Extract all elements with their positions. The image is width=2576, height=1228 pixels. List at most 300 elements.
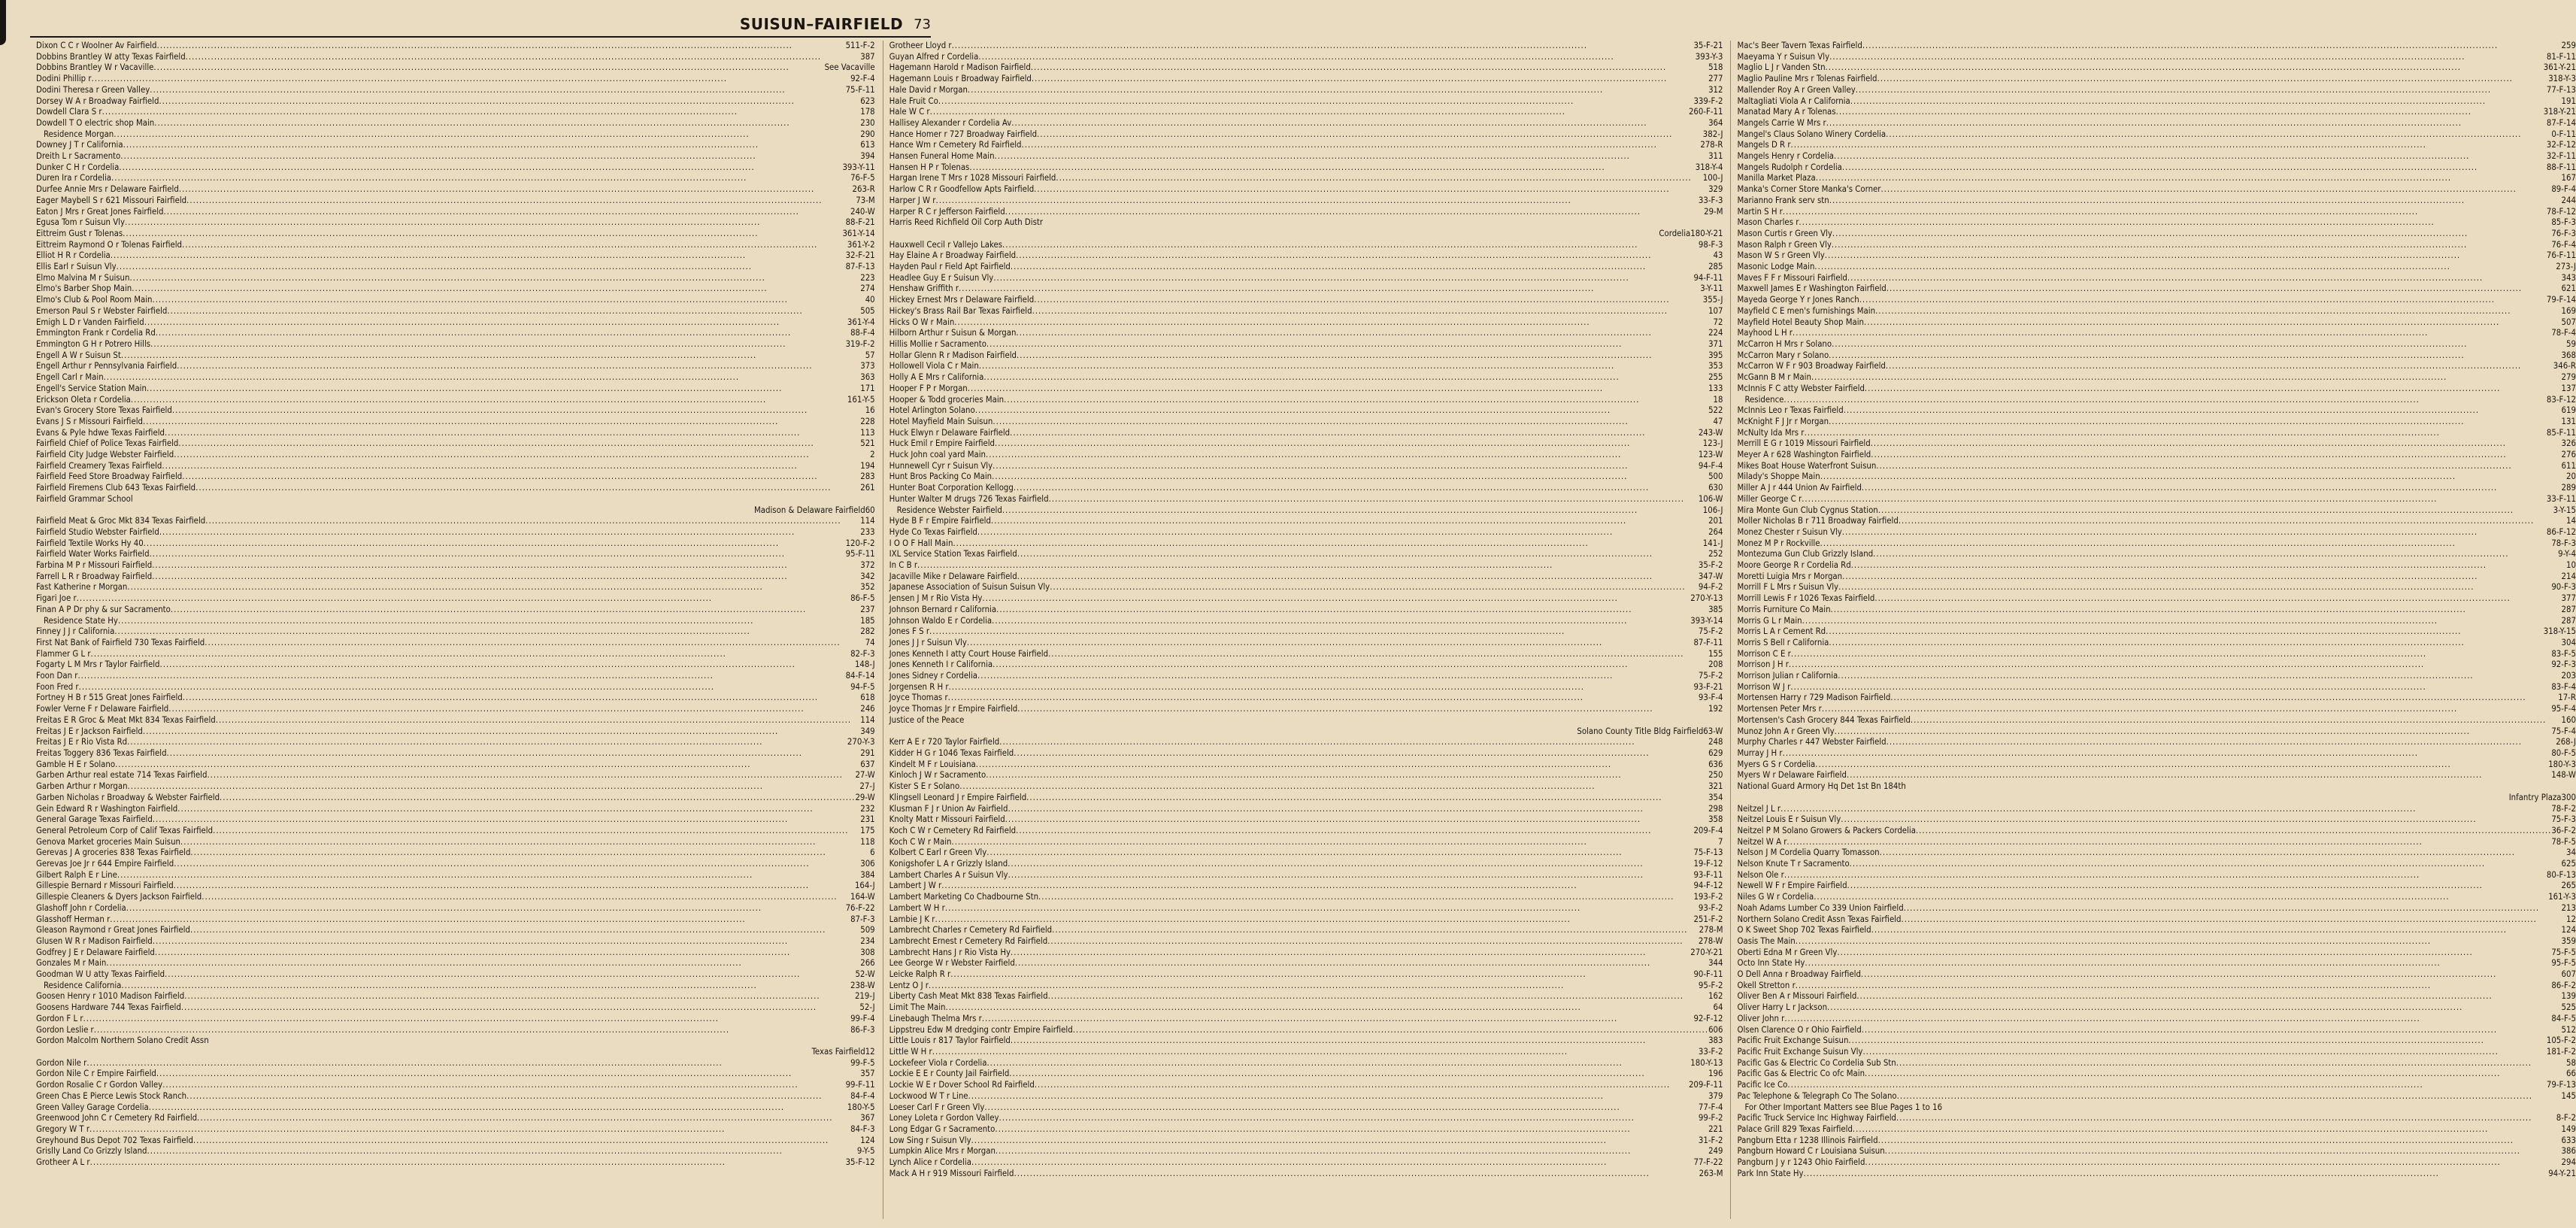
listing-number: 77-F-4: [1698, 1102, 1723, 1112]
listing-number: 72: [1713, 317, 1723, 327]
listing-name: Fairfield City Judge Webster Fairfield: [36, 450, 174, 460]
leader-dots: [1048, 649, 1708, 660]
listing-name: Foon Dan r: [36, 671, 78, 681]
listing-number: 80-F-5: [2551, 748, 2576, 758]
listing-name: Engell Carl r Main: [36, 372, 104, 383]
listing-name: Manilla Market Plaza: [1737, 173, 1816, 183]
listing-entry: [889, 1047, 1723, 1058]
listing-entry: [36, 140, 875, 151]
leader-dots: [992, 471, 1708, 483]
leader-dots: [1850, 859, 2562, 870]
leader-dots: [952, 41, 1694, 52]
listing-name: Fogarty L M Mrs r Taylor Fairfield: [36, 659, 160, 670]
listing-entry: [1737, 207, 2575, 218]
listing-name: Engell's Service Station Main: [36, 383, 147, 393]
listing-name: Hillis Mollie r Sacramento: [889, 338, 986, 349]
listing-entry: [889, 925, 1723, 936]
listing-entry: [36, 626, 875, 638]
listing-name: Lockie W E r Dover School Rd Fairfield: [889, 1080, 1035, 1090]
leader-dots: [1861, 969, 2562, 981]
listing-number: 209-F-4: [1693, 825, 1723, 835]
listing-number: 394: [860, 151, 875, 162]
leader-dots: [930, 107, 1689, 118]
page-binding-edge: [0, 0, 6, 45]
listing-entry: [1737, 151, 2575, 162]
listing-name: Gein Edward R r Washington Fairfield: [36, 803, 178, 814]
listing-entry: [36, 659, 875, 671]
leader-dots: [1022, 140, 1701, 151]
listing-name: Mason Ralph r Green Vly: [1737, 239, 1832, 250]
listing-entry: [889, 1124, 1723, 1136]
listing-number: 359: [2561, 935, 2576, 946]
leader-dots: [144, 317, 847, 329]
listing-number: 84-F-14: [845, 671, 875, 681]
listing-entry: [889, 870, 1723, 881]
leader-dots: [125, 217, 846, 229]
listing-entry: [36, 173, 875, 184]
listing-entry: [1737, 438, 2575, 450]
leader-dots: [205, 638, 865, 649]
leader-dots: [205, 516, 860, 527]
listing-number: 98-F-3: [1698, 239, 1723, 250]
listing-name: Lambrecht Ernest r Cemetery Rd Fairfield: [889, 935, 1048, 946]
listing-number: 82-F-3: [850, 648, 875, 659]
listing-entry: [1737, 936, 2575, 948]
listing-entry: [889, 74, 1723, 85]
listing-number: 36-F-2: [2551, 825, 2576, 835]
leader-dots: [1826, 62, 2544, 74]
listing-number: 277: [1708, 74, 1723, 84]
listing-entry: [36, 1058, 875, 1069]
listing-entry: [1737, 1136, 2575, 1147]
listing-name: Lockefeer Viola r Cordelia: [889, 1057, 987, 1068]
leader-dots: [1847, 881, 2562, 892]
listing-entry: [36, 770, 875, 781]
leader-dots: [1048, 991, 1709, 1002]
listing-name: Flammer G L r: [36, 648, 91, 659]
listing-name: Maxwell James E r Washington Fairfield: [1737, 284, 1887, 294]
listing-number: 312: [1708, 84, 1723, 95]
listing-entry: [36, 737, 875, 748]
listing-entry: [1737, 494, 2575, 505]
listing-number: 92-F-12: [1693, 1013, 1723, 1023]
leader-dots: [102, 107, 861, 118]
listing-entry: [889, 295, 1723, 306]
listing-number: 99-F-11: [845, 1080, 875, 1090]
leader-dots: [1886, 361, 2553, 372]
listing-entry: [1737, 1080, 2575, 1091]
leader-dots: [945, 1002, 1713, 1014]
listing-number: 3-Y-15: [2553, 505, 2576, 515]
listing-name: Klusman F J r Union Av Fairfield: [889, 803, 1008, 814]
listing-entry: [36, 958, 875, 969]
leader-dots: [1862, 41, 2562, 52]
listing-entry: [889, 1069, 1723, 1080]
listing-entry: [889, 107, 1723, 118]
listing-entry: [36, 229, 875, 240]
listing-entry: [36, 250, 875, 262]
listing-entry: [36, 428, 875, 439]
leader-dots: [147, 1146, 856, 1157]
listing-name: Duren Ira r Cordelia: [36, 173, 112, 183]
listing-name: Glasshoff Herman r: [36, 914, 111, 924]
listing-name: Little W H r: [889, 1046, 932, 1057]
leader-dots: [159, 96, 860, 108]
listing-number: 344: [1708, 958, 1723, 969]
listing-entry: [889, 737, 1723, 748]
listing-entry: [889, 781, 1723, 793]
listing-name: Okell Stretton r: [1737, 980, 1796, 990]
listing-entry: [889, 41, 1723, 52]
listing-number: 386: [2561, 1146, 2576, 1157]
listing-number: 75-F-2: [1698, 626, 1723, 637]
listing-entry: [36, 372, 875, 384]
listing-number: 9-Y-5: [856, 1146, 875, 1157]
listing-entry: [36, 162, 875, 174]
listing-number: 521: [860, 438, 875, 449]
listing-name: Gonzales M r Main: [36, 958, 107, 969]
leader-dots: [207, 770, 855, 781]
listing-entry: [1737, 1014, 2575, 1025]
listing-number: 354: [1708, 792, 1723, 802]
listing-number: 94-F-2: [1698, 582, 1723, 593]
leader-dots: [1897, 1091, 2562, 1102]
listing-name: McInnis Leo r Texas Fairfield: [1737, 405, 1844, 416]
listing-entry: [1737, 1124, 2575, 1136]
listing-entry: [36, 450, 875, 461]
listing-name: Farrell L R r Broadway Fairfield: [36, 571, 153, 581]
listing-entry: [1737, 229, 2575, 240]
listing-name: Pacific Ice Co: [1737, 1080, 1788, 1090]
listing-name: O K Sweet Shop 702 Texas Fairfield: [1737, 925, 1871, 935]
leader-dots: [971, 1136, 1699, 1147]
listing-name: Harper J W r: [889, 195, 936, 205]
listing-name: Morrison C E r: [1737, 648, 1791, 659]
listing-entry: [889, 549, 1723, 560]
listing-number: 114: [860, 516, 875, 526]
leader-dots: [165, 428, 860, 439]
listing-number: 361-Y-2: [847, 239, 875, 250]
listing-entry: [1737, 715, 2575, 726]
listing-entry: [36, 593, 875, 605]
leader-dots: [1796, 936, 2562, 948]
listing-number: 364: [1708, 117, 1723, 128]
listing-name: Joyce Thomas r: [889, 693, 948, 703]
leader-dots: [94, 1025, 850, 1036]
listing-name: Elmo Malvina M r Suisun: [36, 272, 130, 283]
listing-number: 90-F-3: [2551, 582, 2576, 593]
listing-number: 79-F-14: [2546, 295, 2576, 305]
listing-name: Marianno Frank serv stn: [1737, 195, 1829, 205]
listing-entry: [1737, 870, 2575, 881]
listing-name: Mangels Carrie W Mrs r: [1737, 117, 1826, 128]
listing-number: 373: [860, 361, 875, 371]
listing-name: Miller A J r 444 Union Av Fairfield: [1737, 483, 1862, 493]
listing-name: Emerson Paul S r Webster Fairfield: [36, 305, 168, 316]
listing-name: Gordon Nile r: [36, 1057, 87, 1068]
leader-dots: [182, 471, 860, 483]
listing-entry: [36, 538, 875, 550]
listing-name: Emmington Frank r Cordelia Rd: [36, 328, 156, 338]
listing-number: 3-Y-11: [1700, 284, 1723, 294]
leader-dots: [995, 151, 1709, 162]
listing-entry: [889, 229, 1723, 240]
leader-dots: [168, 704, 860, 715]
listing-name: Garben Arthur r Morgan: [36, 781, 128, 792]
leader-dots: [995, 438, 1703, 450]
listing-entry: [1737, 626, 2575, 638]
listing-name: Jones Kenneth I r California: [889, 659, 993, 670]
leader-dots: [128, 781, 860, 793]
listing-name: Texas Fairfield: [811, 1046, 865, 1057]
listing-number: 93-F-2: [1698, 902, 1723, 913]
leader-dots: [993, 659, 1708, 671]
listing-entry: [36, 1157, 875, 1169]
listing-number: 94-F-11: [1693, 272, 1723, 283]
listing-entry: [36, 273, 875, 284]
leader-dots: [1887, 284, 2562, 295]
leader-dots: [1829, 52, 2547, 63]
listing-number: 249: [1708, 1146, 1723, 1157]
listing-entry: [889, 350, 1723, 362]
leader-dots: [1793, 328, 2551, 339]
listing-name: Mason Curtis r Green Vly: [1737, 228, 1832, 238]
listing-name: Garben Arthur real estate 714 Texas Fairfield: [36, 770, 208, 781]
leader-dots: [1851, 560, 2566, 572]
leader-dots: [1847, 273, 2562, 284]
leader-dots: [186, 52, 861, 63]
listing-name: Evans J S r Missouri Fairfield: [36, 416, 143, 426]
leader-dots: [1026, 793, 1708, 804]
leader-dots: [1842, 572, 2561, 583]
listing-name: Mason W S r Green Vly: [1737, 250, 1825, 261]
listing-number: 86-F-2: [2551, 980, 2576, 990]
listing-name: Hicks O W r Main: [889, 317, 955, 327]
listing-entry: [1737, 196, 2575, 207]
listing-name: Limit The Main: [889, 1002, 946, 1013]
leader-dots: [1856, 85, 2547, 96]
listing-entry: [1737, 1035, 2575, 1047]
leader-dots: [968, 85, 1708, 96]
listing-number: 629: [1708, 748, 1723, 758]
listing-number: 76-F-11: [2546, 250, 2576, 261]
listing-name: Lambert Charles A r Suisun Vly: [889, 869, 1008, 880]
leader-dots: [993, 461, 1699, 472]
listing-name: Hansen H P r Tolenas: [889, 162, 970, 172]
listing-number: 393-Y-3: [1695, 51, 1723, 62]
listing-number: 124: [860, 1135, 875, 1145]
listing-entry: [36, 483, 875, 494]
listing-entry: [1737, 118, 2575, 129]
listing-entry: [889, 428, 1723, 439]
listing-number: 318-Y-21: [2543, 107, 2576, 117]
listing-number: 621: [2561, 284, 2576, 294]
listing-name: Green Chas E Pierce Lewis Stock Ranch: [36, 1090, 187, 1101]
leader-dots: [149, 1102, 847, 1114]
listing-number: 32-F-21: [845, 250, 875, 261]
leader-dots: [179, 184, 853, 196]
leader-dots: [89, 1124, 850, 1136]
listing-entry: [1737, 671, 2575, 682]
listing-entry: [1737, 250, 2575, 262]
listing-number: 270-Y-21: [1690, 947, 1723, 957]
listing-entry: [889, 395, 1723, 406]
listing-number: 243-W: [1698, 427, 1723, 438]
listing-number: 339-F-2: [1693, 96, 1723, 106]
leader-dots: [193, 1136, 860, 1147]
leader-dots: [115, 760, 860, 771]
listing-name: Octo Inn State Hy: [1737, 958, 1805, 969]
leader-dots: [77, 593, 850, 605]
listing-entry: [1737, 107, 2575, 118]
listing-number: 75-F-11: [845, 84, 875, 95]
leader-dots: [999, 1113, 1698, 1124]
listing-number: 395: [1708, 350, 1723, 360]
listing-name: Glusen W R r Madison Fairfield: [36, 935, 153, 946]
listing-number: 88-F-21: [845, 217, 875, 228]
listing-entry: [889, 273, 1723, 284]
listing-entry: [889, 207, 1723, 218]
listing-entry: [1737, 140, 2575, 151]
listing-name: Gordon Leslie r: [36, 1024, 94, 1035]
leader-dots: [131, 395, 847, 406]
listing-name: Pangburn Howard C r Louisiana Suisun: [1737, 1146, 1885, 1157]
listing-entry: [36, 1124, 875, 1136]
listing-name: Evans & Pyle hdwe Texas Fairfield: [36, 427, 165, 438]
listing-name: Gordon Malcolm Northern Solano Credit Assn: [36, 1035, 209, 1046]
leader-dots: [127, 582, 860, 593]
listing-name: Hagemann Louis r Broadway Fairfield: [889, 74, 1032, 84]
listing-entry: [36, 151, 875, 162]
listing-number: 52-J: [859, 1002, 875, 1013]
leader-dots: [941, 881, 1693, 892]
listing-entry: [889, 847, 1723, 859]
listing-number: 84-F-4: [850, 1090, 875, 1101]
listing-name: Oliver John r: [1737, 1013, 1785, 1023]
listing-name: First Nat Bank of Fairfield 730 Texas Fairfield: [36, 637, 205, 647]
listing-name: Erickson Oleta r Cordelia: [36, 394, 131, 405]
leader-dots: [1836, 107, 2544, 118]
leader-dots: [1871, 438, 2562, 450]
leader-dots: [152, 572, 860, 583]
listing-number: 264: [1708, 526, 1723, 537]
listing-entry: [36, 572, 875, 583]
listing-number: 346-R: [2553, 361, 2576, 371]
leader-dots: [1832, 339, 2566, 350]
listing-entry: [1737, 240, 2575, 251]
listing-name: Elliot H R r Cordelia: [36, 250, 111, 261]
listing-name: Jones Kenneth I atty Court House Fairfield: [889, 648, 1049, 659]
leader-dots: [982, 593, 1690, 605]
listing-name: Mac's Beer Tavern Texas Fairfield: [1737, 41, 1862, 50]
leader-dots: [157, 41, 846, 52]
listing-entry: [1737, 549, 2575, 560]
listing-number: 352: [860, 582, 875, 593]
leader-dots: [118, 616, 860, 627]
leader-dots: [977, 527, 1708, 538]
listing-number: 283: [860, 471, 875, 482]
listing-number: 291: [860, 748, 875, 758]
listing-number: 87-F-13: [845, 262, 875, 272]
listing-entry: [889, 151, 1723, 162]
leader-dots: [976, 760, 1708, 771]
listing-number: 43: [1713, 250, 1723, 261]
listing-entry: [889, 572, 1723, 583]
listing-name: Figari Joe r: [36, 593, 77, 604]
leader-dots: [1015, 958, 1708, 969]
listing-number: 276: [2561, 450, 2576, 460]
listing-name: Pacific Truck Service Inc Highway Fairfield: [1737, 1113, 1896, 1123]
listing-name: Lambert J W r: [889, 881, 942, 891]
listing-name: Fast Katherine r Morgan: [36, 582, 128, 593]
listing-number: 63-W: [1703, 726, 1723, 736]
listing-entry: [889, 527, 1723, 538]
leader-dots: [1017, 704, 1708, 715]
listing-name: Hollar Glenn R r Madison Fairfield: [889, 350, 1017, 360]
listing-name: Godfrey J E r Delaware Fairfield: [36, 947, 155, 957]
listing-name: National Guard Armory Hq Det 1st Bn 184th: [1737, 781, 1906, 792]
listing-entry: [1737, 339, 2575, 350]
listing-entry: [36, 384, 875, 395]
listing-entry: [1737, 74, 2575, 85]
leader-dots: [178, 438, 860, 450]
leader-dots: [91, 649, 851, 660]
listing-entry: [1737, 1113, 2575, 1124]
listing-number: 75-F-2: [1698, 671, 1723, 681]
listing-name: Lambert Marketing Co Chadbourne Stn: [889, 892, 1039, 902]
listing-name: Garben Nicholas r Broadway & Webster Fairfield: [36, 792, 220, 802]
listing-number: 270-Y-13: [1690, 593, 1723, 604]
leader-dots: [143, 417, 860, 428]
listing-entry: [36, 1014, 875, 1025]
leader-dots: [1008, 804, 1708, 815]
listing-name: Headlee Guy E r Suisun Vly: [889, 272, 994, 283]
listing-entry: [889, 140, 1723, 151]
leader-dots: [195, 483, 860, 494]
listing-entry: [1737, 659, 2575, 671]
listing-name: Hotel Arlington Solano: [889, 405, 975, 416]
listing-entry: [1737, 372, 2575, 384]
listing-entry: [36, 605, 875, 616]
leader-dots: [174, 450, 870, 461]
listing-entry: [1737, 217, 2575, 229]
listing-name: Grotheer A L r: [36, 1157, 90, 1168]
leader-dots: [162, 1080, 845, 1091]
leader-dots: [132, 284, 860, 295]
leader-dots: [1838, 671, 2561, 682]
listing-number: 273-J: [2556, 262, 2576, 272]
listing-name: Lynch Alice r Cordelia: [889, 1157, 971, 1168]
listing-name: Elmo's Barber Shop Main: [36, 284, 132, 294]
listing-name: Nelson J M Cordelia Quarry Tomasson: [1737, 847, 1880, 858]
leader-dots: [1050, 582, 1699, 593]
listing-number: 155: [1708, 648, 1723, 659]
listing-entry: [36, 969, 875, 981]
listing-entry: [889, 505, 1723, 517]
listing-name: Hotel Mayfield Main Suisun: [889, 416, 993, 426]
leader-dots: [949, 682, 1694, 693]
leader-dots: [1829, 638, 2561, 649]
listing-entry: [36, 1102, 875, 1114]
listing-name: Pacific Gas & Electric Co Cordelia Sub Stn: [1737, 1057, 1896, 1068]
listing-entry: [889, 173, 1723, 184]
listing-number: 251-F-2: [1693, 914, 1723, 924]
listing-entry: [889, 52, 1723, 63]
listing-number: 363: [860, 372, 875, 383]
listing-name: Fairfield Grammar School: [36, 493, 133, 504]
listing-number: 361-Y-4: [847, 317, 875, 327]
leader-dots: [996, 605, 1708, 616]
